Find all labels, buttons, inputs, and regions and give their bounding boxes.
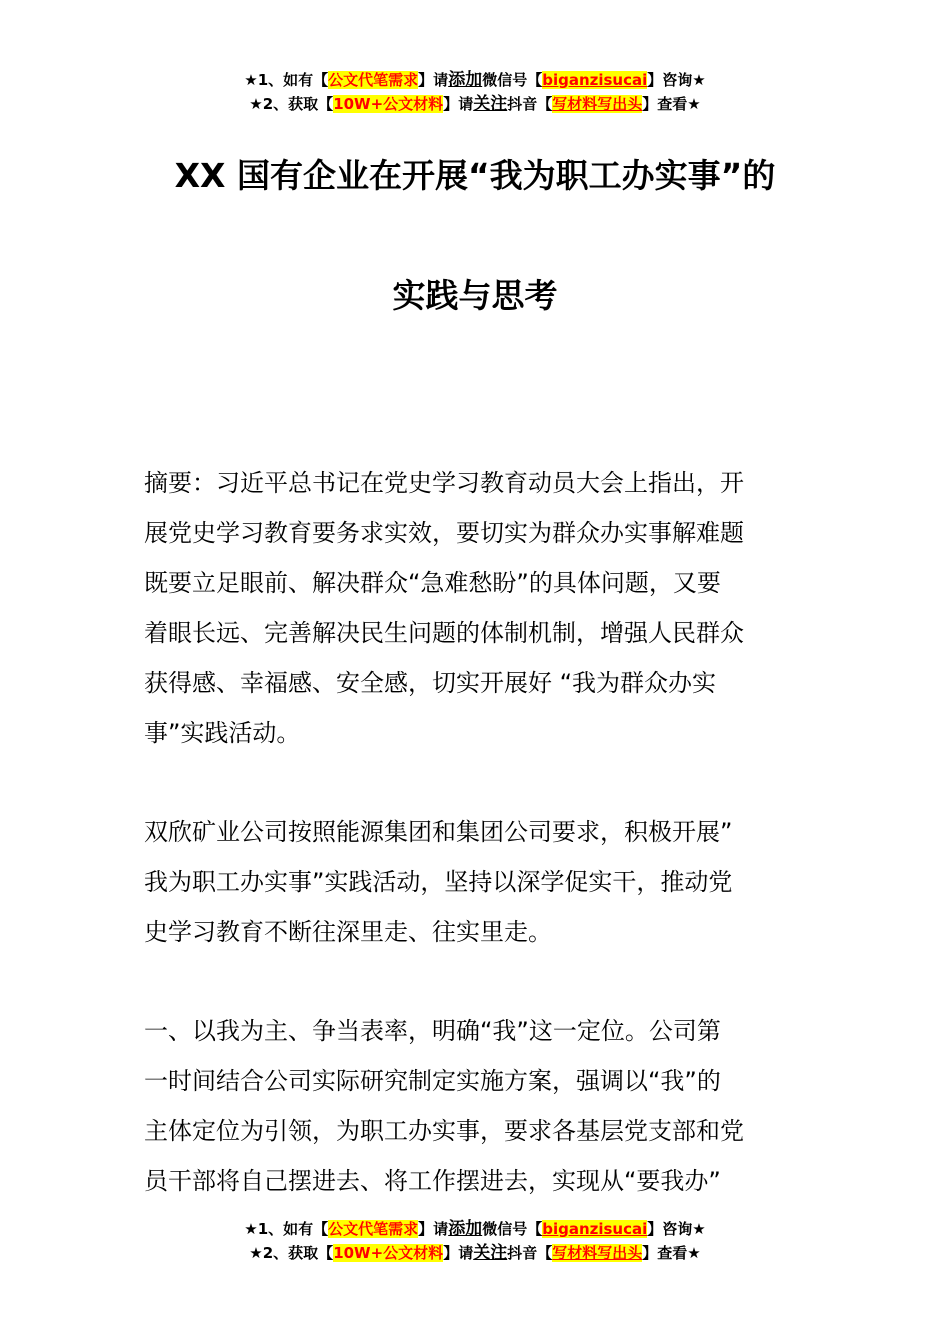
paragraph-line: 我为职工办实事”实践活动，坚持以深学促实干，推动党 [144, 868, 733, 896]
paragraph-line: 既要立足眼前、解决群众“急难愁盼”的具体问题，又要 [144, 569, 721, 597]
paragraph-line: 一、以我为主、争当表率，明确“我”这一定位。公司第 [144, 1017, 721, 1045]
promo-line-1: ★1、如有【公文代笔需求】请添加微信号【biganzisucai】咨询★ [244, 1219, 706, 1239]
paragraph-line: 着眼长远、完善解决民生问题的体制机制，增强人民群众 [144, 619, 744, 647]
paragraph-line: 展党史学习教育要务求实效，要切实为群众办实事解难题 [144, 519, 744, 547]
paragraph-line: 史学习教育不断往深里走、往实里走。 [144, 918, 552, 946]
document-title-line-2: 实践与思考 [392, 276, 558, 315]
paragraph-line: 摘要：习近平总书记在党史学习教育动员大会上指出，开 [144, 469, 744, 497]
paragraph-line: 获得感、幸福感、安全感，切实开展好 “我为群众办实 [144, 669, 717, 697]
promo-line-1: ★1、如有【公文代笔需求】请添加微信号【biganzisucai】咨询★ [244, 70, 706, 90]
paragraph-line: 一时间结合公司实际研究制定实施方案，强调以“我”的 [144, 1067, 721, 1095]
promo-header [0, 68, 950, 116]
paragraph-line: 主体定位为引领，为职工办实事，要求各基层党支部和党 [144, 1117, 744, 1145]
paragraph [144, 1006, 824, 1206]
paragraph-line: 双欣矿业公司按照能源集团和集团公司要求，积极开展” [144, 818, 733, 846]
paragraph-line: 员干部将自己摆进去、将工作摆进去，实现从“要我办” [144, 1167, 721, 1195]
paragraph-line: 事”实践活动。 [144, 719, 301, 747]
document-title-line-1: XX 国有企业在开展“我为职工办实事”的 [174, 156, 776, 195]
document-body [144, 458, 824, 1255]
promo-line-2: ★2、获取【10W+公文材料】请关注抖音【写材料写出头】查看★ [249, 1243, 701, 1263]
paragraph [144, 807, 824, 957]
promo-footer [0, 1217, 950, 1265]
promo-line-2: ★2、获取【10W+公文材料】请关注抖音【写材料写出头】查看★ [249, 94, 701, 114]
paragraph [144, 458, 824, 758]
